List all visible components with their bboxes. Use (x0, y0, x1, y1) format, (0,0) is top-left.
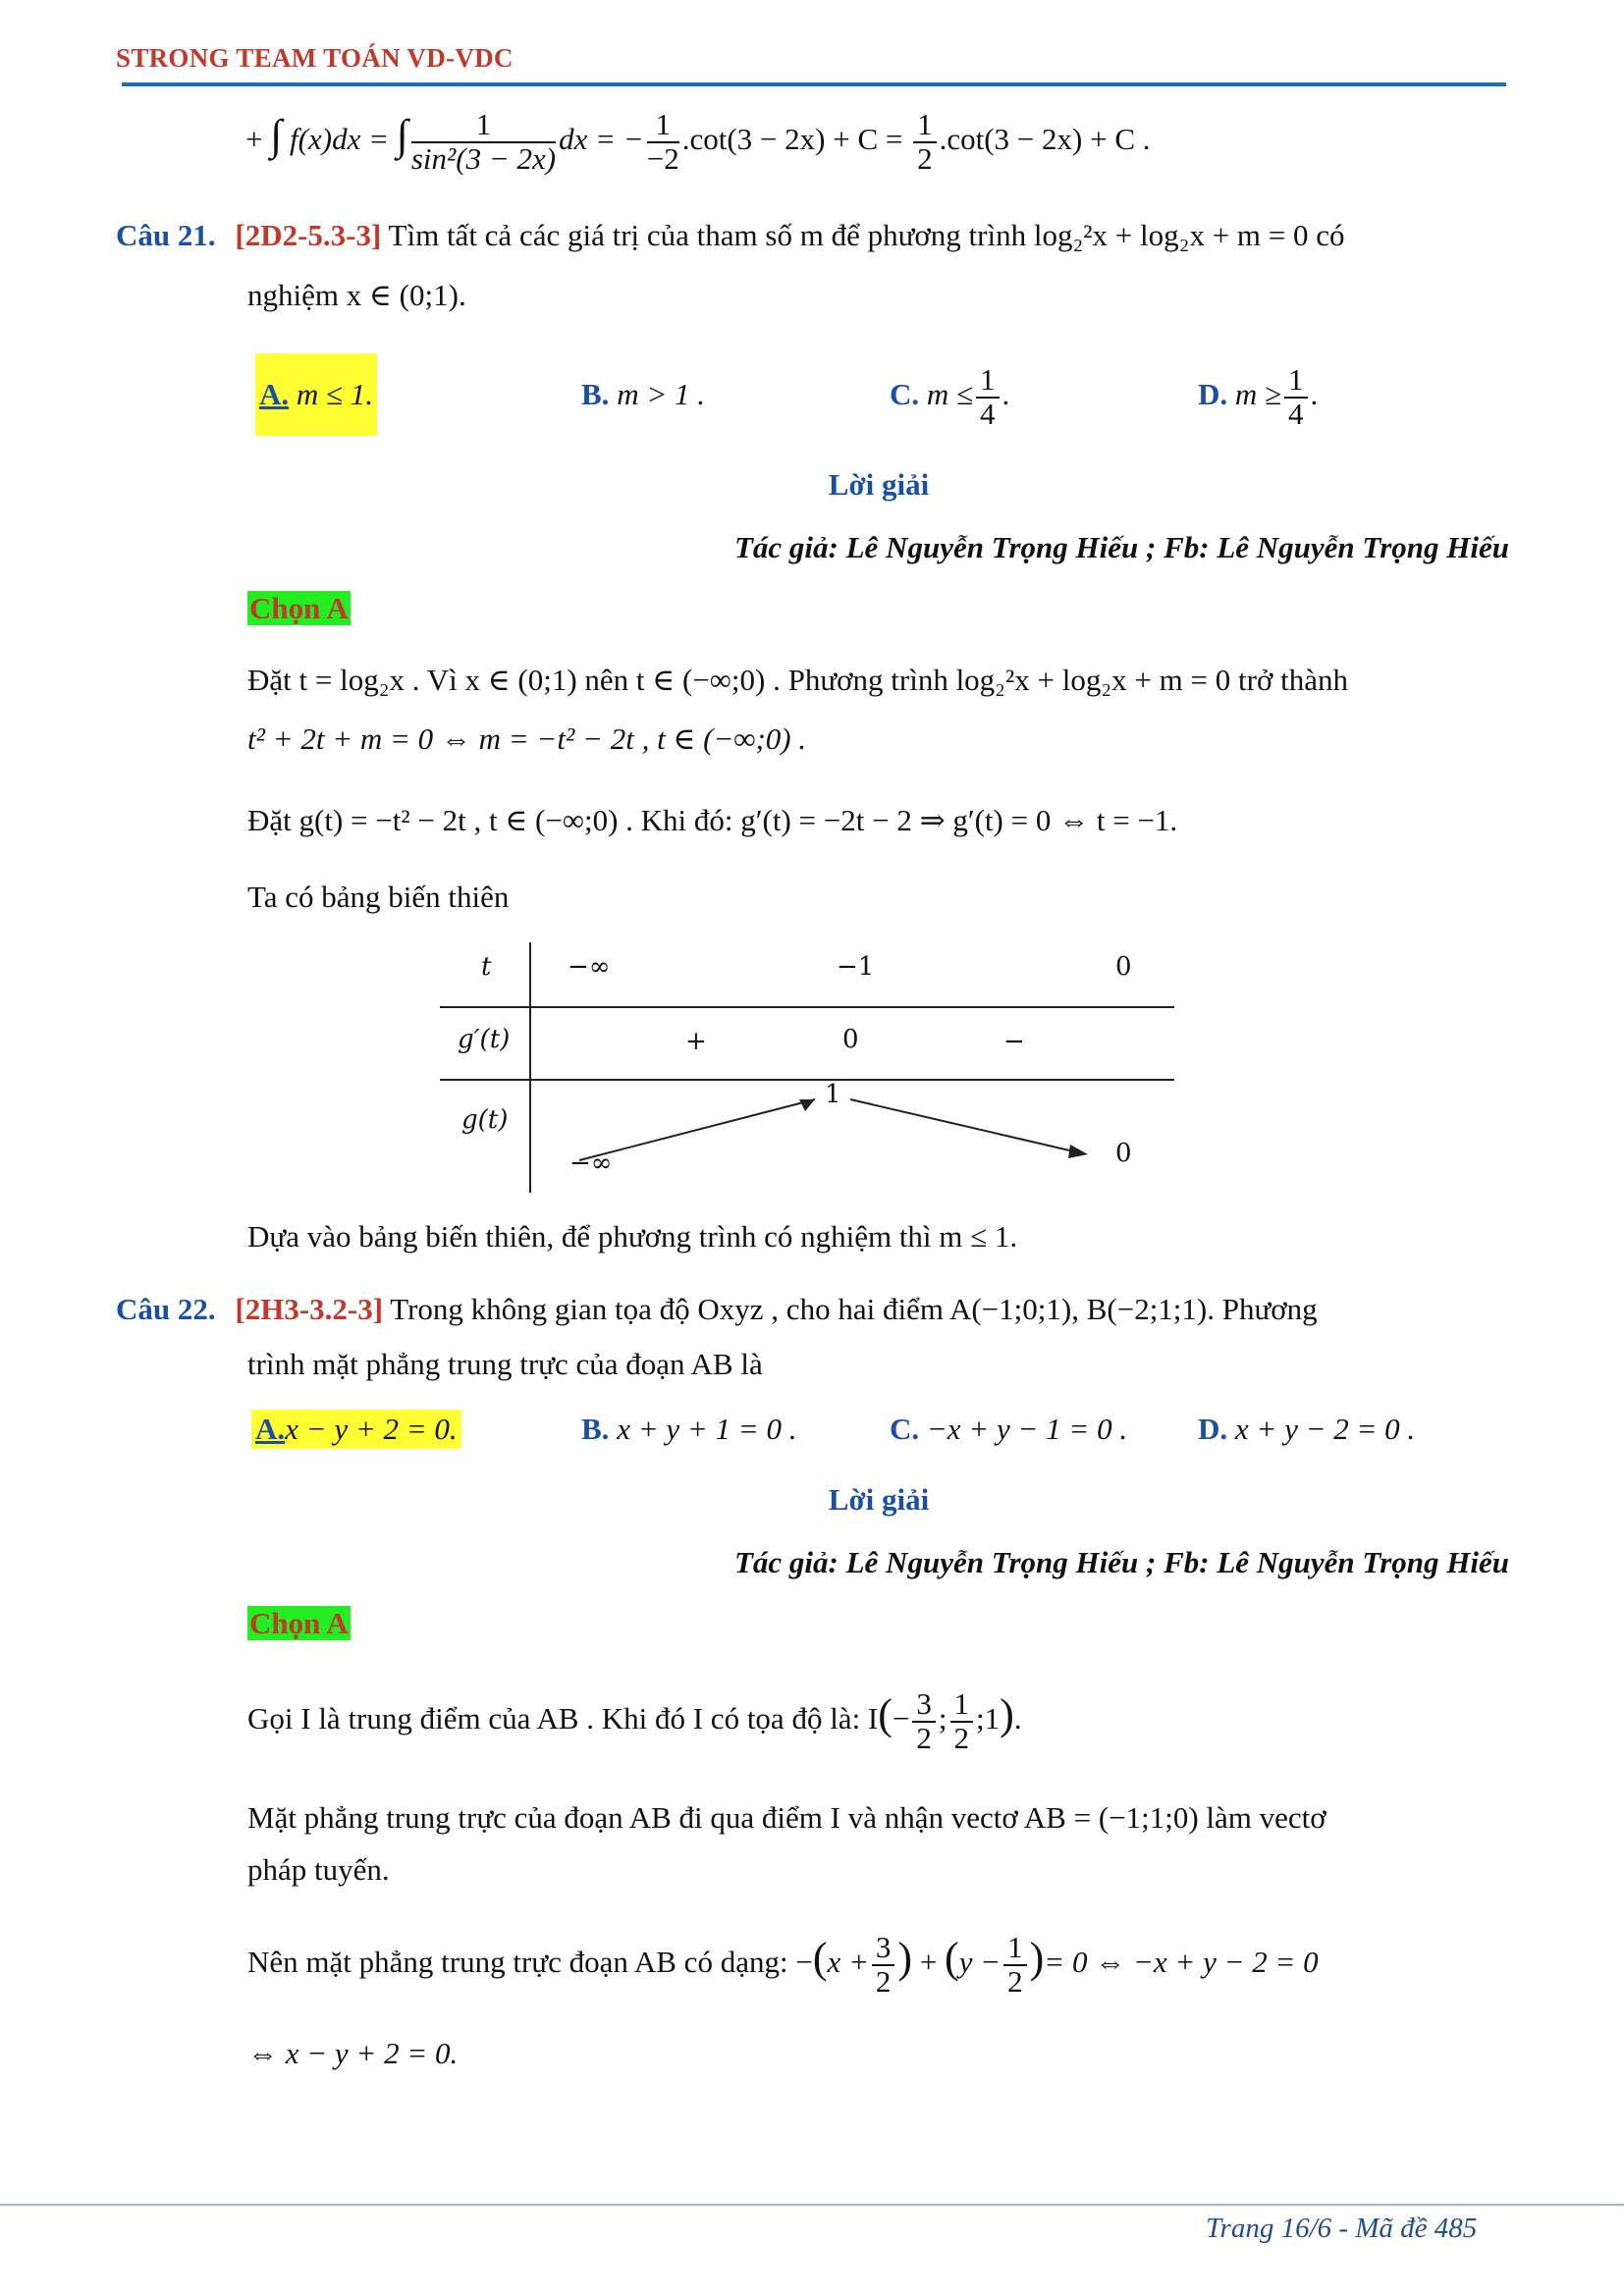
q21-option-c-den: 4 (980, 396, 996, 431)
table-g-neg-inf: −∞ (569, 1148, 613, 1178)
q22-option-b-letter: B. (581, 1412, 610, 1446)
q22-sol-line-1: Gọi I là trung điểm của AB . Khi đó I có tọa độ là: I(− $\frac{3}{2}$ ; $\frac{1}{2}$ ;1). (247, 1686, 1022, 1755)
q21-option-d-end: . (1310, 377, 1319, 411)
q22-sol-line-3: pháp tuyến. (247, 1852, 390, 1887)
table-t-zero: 0 (1115, 952, 1132, 982)
q21-option-b-text: m > 1 . (617, 377, 705, 411)
q21-option-d-pre: m ≥ (1234, 377, 1282, 411)
q22-option-c[interactable] (890, 1412, 1127, 1447)
q22-solution-title: Lời giải (828, 1482, 930, 1517)
q21-sol-line-3: Đặt g(t) = −t² − 2t , t ∈ (−∞;0) . Khi đó: g′(t) = −2t − 2 ⇒ g′(t) = 0 ⇔ t = −1. (247, 803, 1178, 837)
table-gp-minus: − (1003, 1027, 1025, 1056)
q21-option-c-letter: C. (890, 377, 920, 411)
prev-frac-2-num: 1 (647, 109, 679, 143)
prev-frac-3 (913, 109, 937, 175)
prev-frac-2 (647, 109, 679, 175)
q22-option-c-letter: C. (890, 1412, 920, 1446)
variation-table-lines (440, 942, 1176, 1198)
prev-frac-1-num: 1 (411, 109, 556, 143)
q21-solution-title: Lời giải (828, 467, 930, 502)
q22-option-b-text: x + y + 1 = 0 . (617, 1412, 797, 1446)
q21-option-d-letter: D. (1198, 377, 1228, 411)
q22-sol-line-4-pre: Nên mặt phẳng trung trực đoạn AB có dạng: − (247, 1945, 813, 1979)
q21-number: Câu 21. (116, 218, 216, 252)
q21-sol-line-4: Ta có bảng biến thiên (247, 880, 510, 914)
table-g-end: 0 (1115, 1139, 1132, 1168)
q22-option-a[interactable] (251, 1410, 461, 1449)
q21-option-b[interactable] (581, 377, 705, 412)
q21-line-1 (116, 218, 1345, 253)
table-t-neg-inf: −∞ (568, 952, 611, 982)
prev-mid-2: .cot(3 − 2x) + C = (681, 122, 911, 156)
header-title: STRONG TEAM TOÁN VD-VDC (116, 43, 514, 73)
q22-choice (247, 1606, 351, 1641)
q22-plane-frac-2-num: 1 (1003, 1932, 1027, 1966)
prev-mid-1: dx = − (559, 122, 644, 156)
q22-option-d[interactable] (1198, 1412, 1415, 1447)
q22-midpoint-frac-1-num: 3 (912, 1688, 936, 1723)
prev-frac-3-num: 1 (913, 109, 937, 143)
q22-plane-frac-1-den: 2 (875, 1963, 892, 1999)
prev-lhs: f(x)dx = (290, 122, 397, 156)
prev-prefix: + (245, 122, 271, 156)
table-row-t-label: t (481, 952, 492, 982)
integral-sign-2: ∫ (396, 111, 408, 159)
q21-option-d[interactable] (1198, 355, 1318, 434)
q22-choice-label: Chọn A (249, 1606, 349, 1640)
q22-author: Tác giả: Lê Nguyễn Trọng Hiếu ; Fb: Lê Nguyễn Trọng Hiếu (733, 1545, 1509, 1579)
q21-choice-label: Chọn A (249, 591, 349, 625)
table-row-g-label: g(t) (461, 1105, 509, 1135)
q22-option-d-text: x + y − 2 = 0 . (1234, 1412, 1416, 1446)
table-row-gp-label: g′(t) (458, 1025, 511, 1054)
q21-tag: [2D2-5.3-3] (235, 218, 382, 252)
header-rule (122, 82, 1506, 86)
q22-sol-line-1-pre: Gọi I là trung điểm của AB . Khi đó I có tọa độ là: I (247, 1701, 879, 1735)
q22-option-a-letter: A. (255, 1412, 286, 1446)
q22-text-2: trình mặt phẳng trung trực của đoạn AB là (247, 1347, 763, 1381)
q21-option-c-end: . (1001, 377, 1010, 411)
q21-option-d-den: 4 (1288, 396, 1304, 431)
q21-option-c-num: 1 (976, 364, 1000, 399)
prev-frac-1 (411, 109, 556, 175)
footer-rule (0, 2204, 1624, 2206)
q21-option-a-text: m ≤ 1. (296, 377, 374, 411)
variation-table (440, 942, 1176, 1198)
q22-number: Câu 22. (116, 1292, 216, 1326)
q22-midpoint-frac-1-den: 2 (916, 1720, 932, 1755)
prev-frac-1-den: sin²(3 − 2x) (410, 140, 557, 176)
q22-plane-frac-1-num: 3 (872, 1932, 895, 1966)
q22-text-1: Trong không gian tọa độ Oxyz , cho hai điểm A(−1;0;1), B(−2;1;1). Phương (390, 1292, 1318, 1326)
q22-midpoint-frac-2-den: 2 (953, 1720, 970, 1755)
table-t-minus-one: −1 (837, 952, 875, 982)
q21-sol-line-5: Dựa vào bảng biến thiên, để phương trình có nghiệm thì m ≤ 1. (247, 1219, 1018, 1254)
q22-sol-line-2: Mặt phẳng trung trực của đoạn AB đi qua điểm I và nhận vectơ AB = (−1;1;0) làm vectơ (247, 1800, 1326, 1835)
table-g-max: 1 (825, 1080, 841, 1109)
q22-sol-line-4: Nên mặt phẳng trung trực đoạn AB có dạng: −(x + $\frac{3}{2}$ ) + (y − $\frac{1}{2}$ )= 0 ⇔ −x + y − 2 = 0 (247, 1930, 1319, 1999)
q21-option-c-pre: m ≤ (926, 377, 974, 411)
q22-option-c-text: −x + y − 1 = 0 . (926, 1412, 1128, 1446)
prev-solution-line (245, 96, 1151, 175)
q21-sol-line-2: t² + 2t + m = 0 ⇔ m = −t² − 2t , t ∈ (−∞;0) . (247, 721, 807, 756)
table-gp-plus: + (685, 1027, 707, 1056)
prev-frac-3-den: 2 (917, 140, 933, 176)
q21-text-2: nghiệm x ∈ (0;1). (247, 278, 466, 312)
q22-sol-line-4-end: = 0 ⇔ −x + y − 2 = 0 (1044, 1945, 1319, 1979)
q21-sol-line-1: Đặt t = log₂x . Vì x ∈ (0;1) nên t ∈ (−∞;0) . Phương trình log₂²x + log₂x + m = 0 trở thành (247, 663, 1348, 697)
q21-choice (247, 591, 351, 626)
q22-tag: [2H3-3.2-3] (235, 1292, 384, 1326)
q22-line-1 (116, 1292, 1318, 1327)
q21-option-d-num: 1 (1284, 364, 1308, 399)
footer-page: Trang 16/6 - Mã đề 485 (1206, 2213, 1478, 2244)
prev-frac-2-den: −2 (646, 140, 679, 176)
q21-option-b-letter: B. (581, 377, 610, 411)
table-gp-zero: 0 (842, 1025, 859, 1054)
q22-midpoint-frac-2-num: 1 (950, 1688, 974, 1723)
q22-sol-line-5: ⇔ x − y + 2 = 0. (247, 2036, 459, 2070)
q21-option-a-letter: A. (259, 377, 290, 411)
integral-sign: ∫ (270, 111, 283, 159)
q21-option-a[interactable] (251, 353, 381, 436)
q22-option-b[interactable] (581, 1412, 796, 1447)
q21-author: Tác giả: Lê Nguyễn Trọng Hiếu ; Fb: Lê Nguyễn Trọng Hiếu (733, 530, 1509, 564)
q21-option-c[interactable] (890, 355, 1009, 434)
prev-end: .cot(3 − 2x) + C . (939, 122, 1151, 156)
q22-option-a-text: x − y + 2 = 0. (285, 1412, 458, 1446)
q22-option-d-letter: D. (1198, 1412, 1228, 1446)
q22-plane-frac-2-den: 2 (1007, 1963, 1023, 1999)
q21-text-1: Tìm tất cả các giá trị của tham số m để phương trình log₂²x + log₂x + m = 0 có (388, 218, 1345, 252)
